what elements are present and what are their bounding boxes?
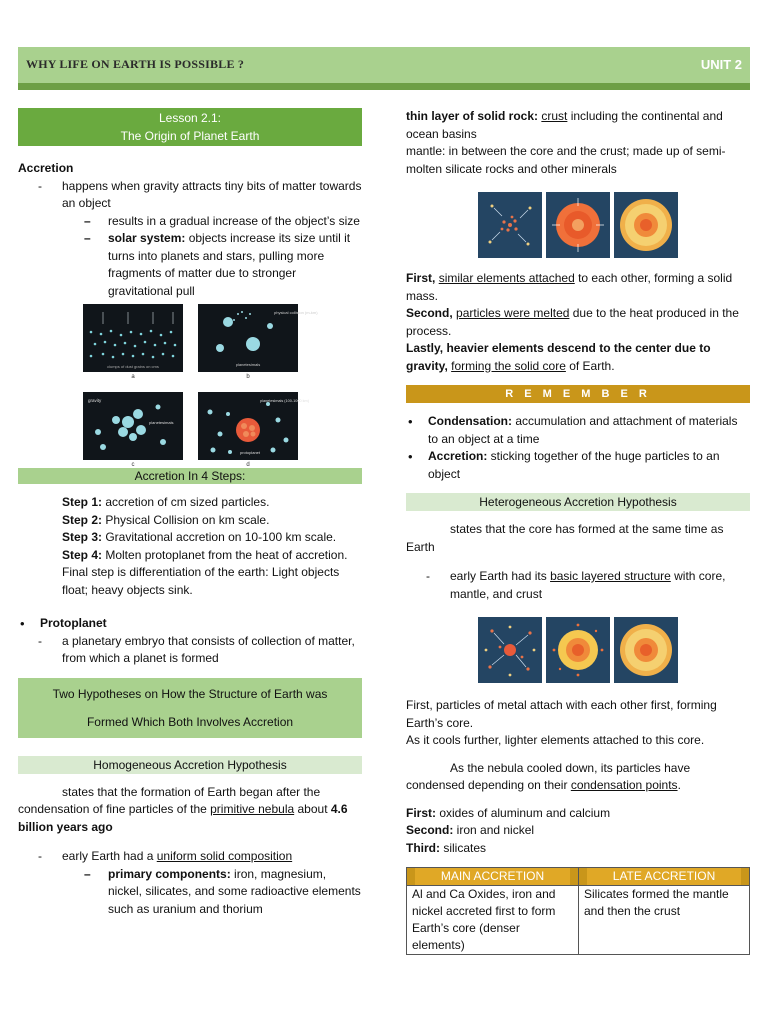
protoplanet-definition: - a planetary embryo that consists of collection of matter, from which a planet is formed: [18, 633, 362, 668]
svg-text:protoplanet: protoplanet: [240, 450, 261, 455]
condensation-definition: • Condensation: accumulation and attachment of materials to an object at a time: [406, 413, 750, 448]
figure-label-c: c: [131, 462, 135, 468]
heterogeneous-stage-2: [546, 617, 610, 683]
svg-text:physical collision (m-km): physical collision (m-km): [274, 310, 318, 315]
primary-components: – primary components: iron, magnesium, nickel, silicates, and some radioactive elements such as uranium and thorium: [18, 866, 362, 919]
lesson-title: The Origin of Planet Earth: [120, 129, 260, 143]
lesson-heading: [18, 108, 362, 146]
table-cell-late: Silicates formed the mantle and then the crust: [579, 886, 750, 955]
homogeneous-stage-1: [478, 192, 542, 258]
page-header: [18, 47, 750, 83]
homogeneous-point: - early Earth had a uniform solid composition: [18, 848, 362, 866]
homogeneous-diagram: [406, 192, 750, 260]
step-1: Step 1: accretion of cm sized particles.: [62, 495, 270, 509]
header-underline: [18, 83, 750, 90]
homogeneous-heading: Homogeneous Accretion Hypothesis: [18, 756, 362, 774]
svg-text:planetesimals (100-1000 km): planetesimals (100-1000 km): [260, 399, 309, 403]
figure-c-gravity: [83, 392, 183, 460]
nebula-text: As the nebula cooled down, its particles have condensed depending on their condensation points.: [406, 760, 691, 792]
heterogeneous-stage-3: [614, 617, 678, 683]
step-4: Step 4: Molten protoplanet from the heat of accretion.: [62, 547, 348, 562]
condensation-order-3: Third: silicates: [406, 840, 487, 855]
hetero-cools-text: As it cools further, lighter elements attached to this core.: [406, 733, 705, 747]
accretion-term: Accretion: [18, 161, 74, 175]
accretion-definition-remember: • Accretion: sticking together of the huge particles to an object: [406, 448, 750, 483]
step-2: Step 2: Physical Collision on km scale.: [62, 512, 270, 527]
svg-text:gravity: gravity: [88, 398, 102, 403]
left-column: [18, 108, 362, 918]
heterogeneous-definition: states that the core has formed at the same time as Earth: [406, 522, 724, 554]
table-cell-main: Al and Ca Oxides, iron and nickel accreted first to form Earth’s core (denser elements): [407, 886, 579, 955]
homogeneous-stage-3: [614, 192, 678, 258]
svg-text:planetesimals: planetesimals: [235, 362, 261, 367]
condensation-order-1: First: oxides of aluminum and calcium: [406, 805, 611, 820]
accretion-figure: [18, 304, 362, 469]
accretion-steps-heading: Accretion In 4 Steps:: [18, 468, 362, 484]
lastly-text: Lastly, heavier elements descend to the center due to gravity, forming the solid core of Earth.: [406, 341, 711, 373]
table-header-main: MAIN ACCRETION: [407, 868, 579, 886]
figure-label-b: b: [246, 374, 250, 380]
accretion-sub2: – solar system: objects increase its size until it turns into planets and stars, pulling more fragments of matter due to stronger gravitational pull: [18, 230, 362, 300]
accretion-sub1: – results in a gradual increase of the object’s size: [18, 213, 362, 231]
lesson-number: Lesson 2.1:: [158, 111, 222, 125]
homogeneous-definition: states that the formation of Earth began after the condensation of fine particles of the primitive nebula about 4.6 billion years ago: [18, 784, 348, 834]
figure-label-d: d: [246, 462, 250, 468]
accretion-definition: - happens when gravity attracts tiny bits of matter towards an object: [18, 178, 362, 213]
svg-text:planetesimals: planetesimals: [149, 420, 174, 425]
table-header-late: LATE ACCRETION: [579, 868, 750, 886]
figure-d-protoplanet: [198, 392, 309, 460]
first-step-text: First, similar elements attached to each other, forming a solid mass.: [406, 271, 733, 303]
accretion-table: [406, 867, 750, 955]
step-3: Step 3: Gravitational accretion on 10-100 km scale.: [62, 530, 337, 544]
heterogeneous-heading: Heterogeneous Accretion Hypothesis: [406, 493, 750, 511]
heterogeneous-stage-1: [478, 617, 542, 683]
homogeneous-stage-2: [546, 192, 610, 258]
unit-title: WHY LIFE ON EARTH IS POSSIBLE ?: [26, 57, 245, 71]
heterogeneous-point: - early Earth had its basic layered structure with core, mantle, and crust: [406, 568, 750, 603]
unit-number: UNIT 2: [700, 57, 742, 72]
heterogeneous-diagram: [406, 617, 750, 685]
hetero-first-text: First, particles of metal attach with each other first, forming Earth’s core.: [406, 698, 717, 730]
two-hypotheses-heading: Two Hypotheses on How the Structure of Earth was Formed Which Both Involves Accretion: [18, 678, 362, 738]
figure-a-dust: [83, 304, 183, 372]
crust-text: thin layer of solid rock: crust including the continental and ocean basins: [406, 109, 723, 141]
figure-label-a: a: [131, 374, 135, 380]
figure-b-collision: [198, 304, 318, 372]
svg-text:clumps of dust grains on cms: clumps of dust grains on cms: [107, 364, 159, 369]
right-column: [406, 108, 750, 955]
condensation-order-2: Second: iron and nickel: [406, 823, 535, 837]
mantle-text: mantle: in between the core and the crust; made up of semi-molten silicate rocks and other minerals: [406, 144, 726, 176]
remember-heading: R E M E M B E R: [406, 385, 750, 403]
protoplanet-term: • Protoplanet: [18, 615, 362, 633]
second-step-text: Second, particles were melted due to the heat produced in the process.: [406, 306, 739, 338]
final-step: Final step is differentiation of the earth: Light objects float; heavy objects sink.: [62, 565, 340, 597]
